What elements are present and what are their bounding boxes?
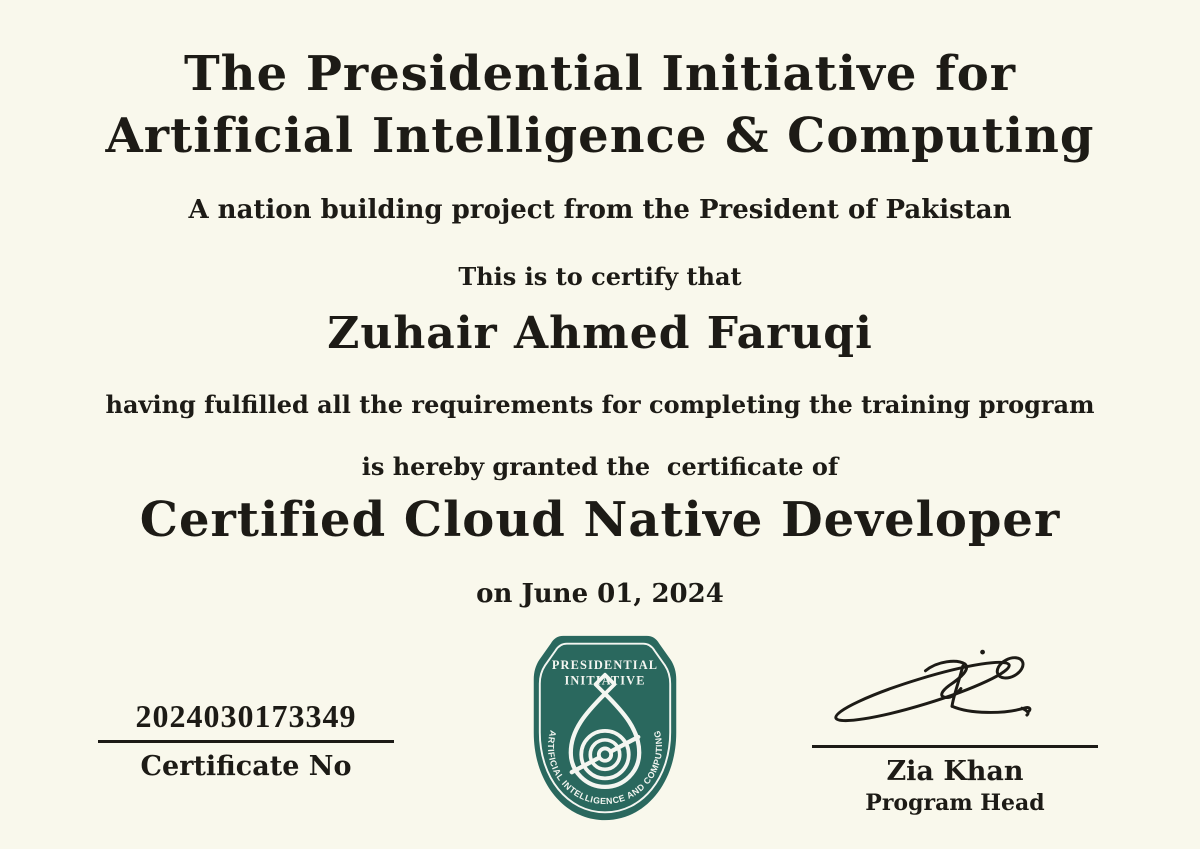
page-title-line2: Artificial Intelligence & Computing <box>105 108 1095 164</box>
signature-block <box>812 640 1098 814</box>
seal-curved-text: ARTIFICIAL INTELLIGENCE AND COMPUTING <box>545 729 665 807</box>
date-line: on June 01, 2024 <box>476 579 724 609</box>
signature-scrawl-icon <box>827 640 1083 739</box>
certificate-number: 2024030173349 <box>135 698 357 734</box>
certificate-title: Certified Cloud Native Developer <box>139 492 1061 548</box>
signer-title: Program Head <box>865 790 1045 816</box>
page-title-line1: The Presidential Initiative for <box>183 46 1017 102</box>
signature-divider <box>812 745 1098 748</box>
certificate-number-label: Certificate No <box>140 751 352 782</box>
certificate-number-block <box>98 698 394 780</box>
certify-line: This is to certify that <box>458 262 742 291</box>
presidential-seal <box>529 633 681 823</box>
recipient-name: Zuhair Ahmed Faruqi <box>327 308 873 359</box>
certificate-number-divider <box>98 740 394 743</box>
signer-name: Zia Khan <box>886 756 1024 787</box>
seal-text-line1: PRESIDENTIAL <box>551 658 659 673</box>
grant-line: is hereby granted the certificate of <box>361 452 839 481</box>
seal-text-line2: INITIATIVE <box>564 673 646 688</box>
fulfillment-line: having fulfilled all the requirements for completing the training program <box>105 390 1095 419</box>
seal-shield-icon <box>529 633 681 823</box>
subtitle: A nation building project from the President of Pakistan <box>188 195 1012 225</box>
